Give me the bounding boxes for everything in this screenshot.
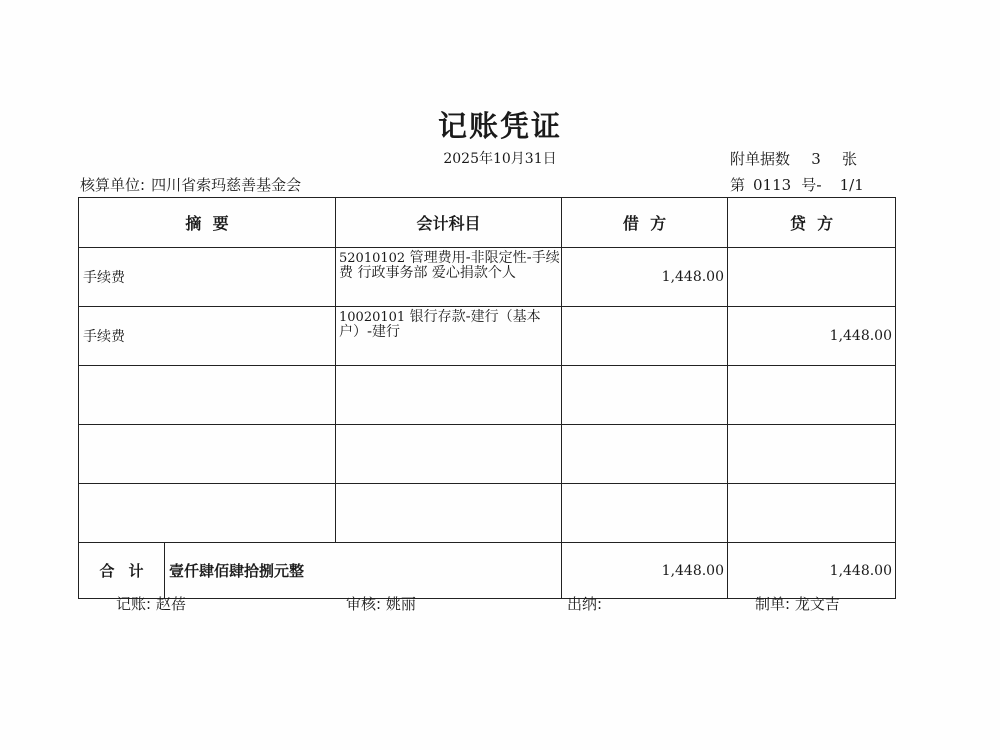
- entry-credit: [728, 425, 896, 484]
- table-row: [79, 248, 896, 307]
- entry-account: [336, 366, 562, 425]
- signature-bookkeeper: [116, 593, 186, 614]
- header-credit: 贷 方: [728, 198, 896, 248]
- entry-account: [336, 248, 562, 307]
- reviewer-label: 审核:: [346, 595, 382, 613]
- bookkeeper-name: 赵蓓: [155, 595, 186, 613]
- entry-credit: [728, 248, 896, 307]
- attachment-number: 3: [811, 150, 821, 168]
- signature-cashier: [567, 593, 607, 614]
- table-row: [79, 425, 896, 484]
- entry-credit: [728, 366, 896, 425]
- signature-reviewer: [346, 593, 416, 614]
- accounting-unit-label: 核算单位:: [80, 176, 146, 194]
- entry-account: [336, 307, 562, 366]
- voucher-number-value: 0113: [753, 176, 792, 194]
- header-account: 会计科目: [336, 198, 562, 248]
- voucher-table: [78, 197, 896, 599]
- entry-summary: 手续费: [79, 248, 336, 307]
- cashier-label: 出纳:: [567, 595, 603, 613]
- voucher-number: [730, 174, 864, 195]
- account-name: 银行存款-建行（基本户）-建行: [339, 309, 541, 340]
- entry-credit: 1,448.00: [728, 307, 896, 366]
- entry-debit: 1,448.00: [562, 248, 728, 307]
- entry-account: [336, 425, 562, 484]
- table-row: [79, 366, 896, 425]
- reviewer-name: 姚丽: [385, 595, 416, 613]
- account-name: 管理费用-非限定性-手续费 行政事务部 爱心捐款个人: [339, 250, 560, 281]
- accounting-unit: [80, 174, 301, 195]
- accounting-unit-value: 四川省索玛慈善基金会: [151, 176, 302, 194]
- table-row: [79, 307, 896, 366]
- voucher-page-count: 1/1: [839, 176, 864, 194]
- total-row: [79, 543, 896, 599]
- entry-account: [336, 484, 562, 543]
- table-row: [79, 484, 896, 543]
- header-summary: 摘 要: [79, 198, 336, 248]
- table-header-row: [79, 198, 896, 248]
- voucher-prefix: 第: [730, 176, 746, 194]
- entry-summary: [79, 484, 336, 543]
- voucher-title: 记账凭证: [437, 109, 562, 143]
- signature-preparer: [755, 593, 840, 614]
- attachment-count: [730, 148, 857, 169]
- account-code: 10020101: [339, 310, 406, 325]
- total-debit: 1,448.00: [562, 543, 728, 599]
- voucher-date: 2025年10月31日: [443, 151, 557, 167]
- total-credit: 1,448.00: [728, 543, 896, 599]
- preparer-label: 制单:: [755, 595, 791, 613]
- preparer-name: 龙文吉: [794, 595, 840, 613]
- header-debit: 借 方: [562, 198, 728, 248]
- attachment-unit: 张: [842, 150, 858, 168]
- attachment-label: 附单据数: [730, 150, 791, 168]
- entry-credit: [728, 484, 896, 543]
- entry-debit: [562, 425, 728, 484]
- entry-debit: [562, 307, 728, 366]
- total-label: 合计: [79, 543, 165, 599]
- entry-summary: [79, 366, 336, 425]
- voucher-suffix: 号-: [801, 176, 822, 194]
- bookkeeper-label: 记账:: [116, 595, 152, 613]
- entry-summary: 手续费: [79, 307, 336, 366]
- entry-summary: [79, 425, 336, 484]
- account-code: 52010102: [339, 251, 406, 266]
- entry-debit: [562, 484, 728, 543]
- entry-debit: [562, 366, 728, 425]
- total-amount-words: 壹仟肆佰肆拾捌元整: [165, 543, 562, 599]
